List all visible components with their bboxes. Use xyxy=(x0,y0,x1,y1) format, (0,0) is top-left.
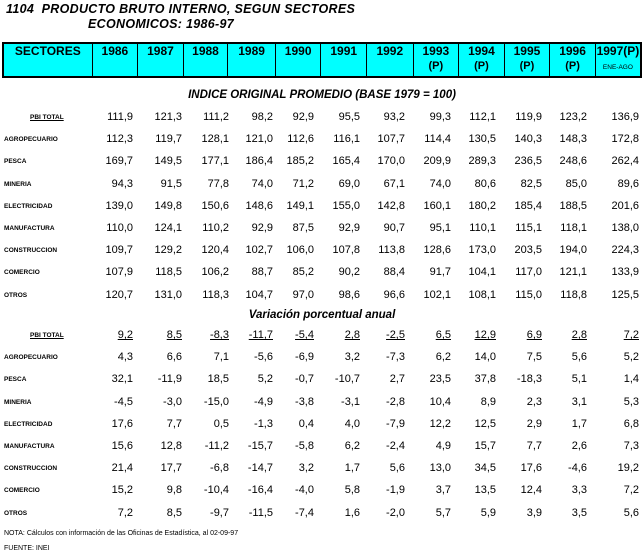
cell-value: 7,2 xyxy=(623,329,639,341)
cell-value: 186,4 xyxy=(245,155,273,168)
cell-value: 88,4 xyxy=(383,266,405,279)
cell-value: 12,5 xyxy=(474,417,496,430)
cell-value: -8,3 xyxy=(210,329,229,341)
cell-value: -9,7 xyxy=(210,506,229,519)
cell-value: 74,0 xyxy=(251,177,273,190)
row-label: MINERIA xyxy=(4,180,32,188)
cell-value: 37,8 xyxy=(474,373,496,386)
cell-value: 209,9 xyxy=(423,155,451,168)
cell-value: 128,1 xyxy=(201,133,229,146)
row-label: AGROPECUARIO xyxy=(4,136,58,144)
header-year-label: 1996 xyxy=(559,44,586,58)
cell-value: 128,6 xyxy=(423,244,451,257)
cell-value: 5,6 xyxy=(571,351,587,364)
cell-value: 131,0 xyxy=(154,288,182,301)
cell-value: 104,1 xyxy=(468,266,496,279)
cell-value: 99,3 xyxy=(429,111,451,123)
cell-value: 169,7 xyxy=(105,155,133,168)
cell-value: -15,0 xyxy=(203,395,229,408)
cell-value: 7,2 xyxy=(623,484,639,497)
header-year xyxy=(321,43,367,77)
header-year-label: 1988 xyxy=(192,44,219,58)
cell-value: -7,3 xyxy=(386,351,405,364)
row-label: PBI TOTAL xyxy=(30,332,64,339)
cell-value: 4,9 xyxy=(435,440,451,452)
table-row xyxy=(0,351,644,365)
table-row xyxy=(0,133,644,147)
cell-value: 95,1 xyxy=(429,222,451,234)
cell-value: 12,4 xyxy=(520,484,542,497)
cell-value: 0,4 xyxy=(298,417,314,430)
header-row xyxy=(2,42,642,78)
table-title-line1: 1104 PRODUCTO BRUTO INTERNO, SEGUN SECTORES xyxy=(6,2,356,16)
header-year-label: 1992 xyxy=(376,44,404,58)
cell-value: 6,6 xyxy=(166,351,182,364)
cell-value: 6,2 xyxy=(344,440,360,452)
cell-value: 121,3 xyxy=(154,111,182,123)
cell-value: 111,9 xyxy=(107,111,133,123)
cell-value: 104,7 xyxy=(245,288,273,301)
header-year-label: 1995 xyxy=(513,44,541,58)
cell-value: 138,0 xyxy=(611,222,639,234)
cell-value: 95,5 xyxy=(338,111,360,123)
table-row xyxy=(0,462,644,476)
header-year xyxy=(550,43,596,77)
cell-value: -6,8 xyxy=(210,462,229,475)
cell-value: 97,0 xyxy=(292,288,314,301)
row-label: MINERIA xyxy=(4,398,32,406)
cell-value: 7,7 xyxy=(526,440,542,452)
cell-value: 4,3 xyxy=(117,351,133,364)
cell-value: 5,8 xyxy=(344,484,360,497)
cell-value: 118,8 xyxy=(560,288,587,301)
cell-value: -2,0 xyxy=(386,506,405,519)
row-label: OTROS xyxy=(4,291,28,299)
cell-value: 6,9 xyxy=(526,329,542,341)
header-year xyxy=(138,43,184,77)
header-year-label: 1997(P) xyxy=(596,44,640,58)
cell-value: 180,2 xyxy=(468,199,496,212)
cell-value: 110,1 xyxy=(469,222,496,234)
cell-value: 2,8 xyxy=(571,329,587,341)
cell-value: 5,2 xyxy=(257,373,273,386)
cell-value: 119,7 xyxy=(155,133,182,146)
cell-value: 115,1 xyxy=(515,222,542,234)
cell-value: 5,3 xyxy=(623,395,639,408)
row-label: AGROPECUARIO xyxy=(4,354,58,362)
cell-value: 91,7 xyxy=(429,266,451,279)
cell-value: 112,1 xyxy=(469,111,496,123)
cell-value: 172,8 xyxy=(611,133,639,146)
cell-value: -3,0 xyxy=(163,395,182,408)
cell-value: 96,6 xyxy=(383,288,405,301)
cell-value: 106,0 xyxy=(286,244,314,257)
cell-value: 289,3 xyxy=(468,155,496,168)
cell-value: 92,9 xyxy=(292,111,314,123)
note-text: NOTA: Cálculos con información de las Oficinas de Estadística, al 02-09-97 xyxy=(4,530,239,537)
cell-value: 98,2 xyxy=(251,111,273,123)
cell-value: 102,1 xyxy=(423,288,451,301)
cell-value: 17,6 xyxy=(520,462,542,475)
header-year xyxy=(275,43,321,77)
cell-value: 3,1 xyxy=(571,395,587,408)
header-sectores: SECTORES xyxy=(3,43,92,77)
cell-value: 13,5 xyxy=(474,484,496,497)
row-label: OTROS xyxy=(4,509,28,517)
cell-value: 165,4 xyxy=(332,155,360,168)
cell-value: 224,3 xyxy=(611,244,639,257)
cell-value: 0,5 xyxy=(213,417,229,430)
cell-value: 106,2 xyxy=(201,266,229,279)
header-year-label: 1991 xyxy=(330,44,358,58)
cell-value: 113,8 xyxy=(378,244,405,257)
cell-value: -4,0 xyxy=(295,484,314,497)
cell-value: 34,5 xyxy=(474,462,496,475)
cell-value: -2,4 xyxy=(386,440,405,452)
cell-value: 185,2 xyxy=(286,155,314,168)
cell-value: 118,3 xyxy=(202,288,229,301)
cell-value: -14,7 xyxy=(247,462,273,475)
cell-value: 3,7 xyxy=(435,484,451,497)
section2-title: Variación porcentual anual xyxy=(248,309,396,321)
cell-value: 17,6 xyxy=(111,417,133,430)
cell-value: 1,4 xyxy=(623,373,639,386)
cell-value: -16,4 xyxy=(247,484,273,497)
cell-value: 14,0 xyxy=(474,351,496,364)
cell-value: -6,9 xyxy=(295,351,314,364)
cell-value: 262,4 xyxy=(611,155,639,168)
cell-value: 203,5 xyxy=(514,244,542,257)
row-label: MANUFACTURA xyxy=(4,225,55,232)
cell-value: -1,9 xyxy=(386,484,405,497)
table-row xyxy=(0,178,644,192)
cell-value: 94,3 xyxy=(111,177,133,190)
cell-value: -4,5 xyxy=(114,395,133,408)
table-row xyxy=(0,222,644,236)
cell-value: 15,6 xyxy=(111,440,133,452)
cell-value: 18,5 xyxy=(207,373,229,386)
header-year xyxy=(367,43,414,77)
cell-value: -2,8 xyxy=(386,395,405,408)
cell-value: 160,1 xyxy=(423,199,451,212)
cell-value: -3,1 xyxy=(341,395,360,408)
cell-value: 194,0 xyxy=(559,244,587,257)
header-year-label: 1986 xyxy=(101,44,129,58)
row-label: ELECTRICIDAD xyxy=(4,420,53,428)
cell-value: 3,2 xyxy=(344,351,360,364)
cell-value: 3,2 xyxy=(298,462,314,475)
cell-value: -1,3 xyxy=(254,417,273,430)
header-year-label: 1993 xyxy=(422,44,450,58)
cell-value: 88,7 xyxy=(251,266,273,279)
cell-value: 149,8 xyxy=(154,199,182,212)
cell-value: 136,9 xyxy=(611,111,639,123)
cell-value: 85,2 xyxy=(292,266,314,279)
cell-value: 32,1 xyxy=(111,373,133,386)
cell-value: 21,4 xyxy=(111,462,133,475)
source-text: FUENTE: INEI xyxy=(4,545,50,552)
cell-value: 118,5 xyxy=(155,266,182,279)
table-row xyxy=(0,440,644,454)
cell-value: 77,8 xyxy=(207,177,229,190)
cell-value: 108,1 xyxy=(468,288,496,301)
cell-value: 2,3 xyxy=(526,395,542,408)
cell-value: 111,2 xyxy=(203,111,229,123)
cell-value: 5,6 xyxy=(623,506,639,519)
header-year-label: 1989 xyxy=(238,44,265,58)
table-row xyxy=(0,329,644,343)
cell-value: 3,3 xyxy=(571,484,587,497)
cell-value: -15,7 xyxy=(247,440,273,452)
cell-value: 69,0 xyxy=(338,177,360,190)
cell-value: 92,9 xyxy=(338,222,360,234)
cell-value: 90,2 xyxy=(338,266,360,279)
cell-value: 93,2 xyxy=(383,111,405,123)
cell-value: 3,5 xyxy=(571,506,587,519)
cell-value: 121,0 xyxy=(245,133,273,146)
header-year-label: 1994 xyxy=(468,44,495,58)
row-label: COMERCIO xyxy=(4,269,40,277)
header-year-label: 1987 xyxy=(147,44,174,58)
header-year xyxy=(595,43,641,77)
cell-value: 121,1 xyxy=(559,266,587,279)
cell-value: 236,5 xyxy=(514,155,542,168)
row-label: COMERCIO xyxy=(4,487,40,495)
cell-value: 1,6 xyxy=(344,506,360,519)
header-year xyxy=(92,43,138,77)
cell-value: 155,0 xyxy=(332,199,360,212)
row-label: PESCA xyxy=(4,158,27,166)
cell-value: 114,4 xyxy=(424,133,451,146)
cell-value: 149,1 xyxy=(286,199,314,212)
header-year xyxy=(504,43,550,77)
cell-value: 23,5 xyxy=(429,373,451,386)
cell-value: 125,5 xyxy=(611,288,639,301)
cell-value: 4,0 xyxy=(344,417,360,430)
cell-value: 109,7 xyxy=(105,244,133,257)
cell-value: 8,9 xyxy=(480,395,496,408)
cell-value: 118,1 xyxy=(560,222,587,234)
cell-value: 5,7 xyxy=(435,506,451,519)
cell-value: 98,6 xyxy=(338,288,360,301)
cell-value: 112,3 xyxy=(106,133,133,146)
table-row xyxy=(0,289,644,303)
cell-value: 149,5 xyxy=(154,155,182,168)
cell-value: 1,7 xyxy=(571,417,587,430)
table-row xyxy=(0,418,644,432)
cell-value: -2,5 xyxy=(386,329,405,341)
cell-value: -11,5 xyxy=(248,506,273,519)
row-label: PBI TOTAL xyxy=(30,114,64,121)
cell-value: 92,9 xyxy=(251,222,273,234)
cell-value: -10,4 xyxy=(203,484,229,497)
cell-value: 89,6 xyxy=(617,177,639,190)
cell-value: 7,7 xyxy=(166,417,182,430)
cell-value: 15,2 xyxy=(111,484,133,497)
cell-value: -18,3 xyxy=(516,373,542,386)
cell-value: -11,7 xyxy=(248,329,273,341)
cell-value: 13,0 xyxy=(429,462,451,475)
table-title-line2: ECONOMICOS: 1986-97 xyxy=(88,17,235,31)
row-label: PESCA xyxy=(4,376,27,384)
header-year-sub: (P) xyxy=(474,60,489,72)
cell-value: 112,6 xyxy=(287,133,314,146)
cell-value: 248,6 xyxy=(559,155,587,168)
table-row xyxy=(0,200,644,214)
cell-value: 8,5 xyxy=(166,329,182,341)
row-label: CONSTRUCCION xyxy=(4,465,58,473)
cell-value: 7,2 xyxy=(117,506,133,519)
cell-value: -11,2 xyxy=(204,440,229,452)
cell-value: 129,2 xyxy=(154,244,182,257)
cell-value: 82,5 xyxy=(520,177,542,190)
cell-value: 107,9 xyxy=(105,266,133,279)
cell-value: 115,0 xyxy=(515,288,542,301)
cell-value: 120,7 xyxy=(105,288,133,301)
cell-value: 123,2 xyxy=(559,111,587,123)
header-year xyxy=(413,43,459,77)
header-year-sub: ENE-AGO xyxy=(602,64,633,71)
cell-value: 140,3 xyxy=(514,133,542,146)
cell-value: 2,6 xyxy=(571,440,587,452)
cell-value: 9,2 xyxy=(117,329,133,341)
header-year xyxy=(183,43,228,77)
cell-value: 107,8 xyxy=(332,244,360,257)
cell-value: 6,5 xyxy=(435,329,451,341)
header-year-sub: (P) xyxy=(428,60,444,72)
cell-value: -0,7 xyxy=(295,373,314,386)
cell-value: 67,1 xyxy=(383,177,405,190)
cell-value: 3,9 xyxy=(526,506,542,519)
cell-value: -5,8 xyxy=(295,440,314,452)
cell-value: 12,9 xyxy=(474,329,496,341)
cell-value: 120,4 xyxy=(201,244,229,257)
table-row xyxy=(0,484,644,498)
cell-value: 185,4 xyxy=(514,199,542,212)
row-label: ELECTRICIDAD xyxy=(4,202,53,210)
cell-value: 102,7 xyxy=(245,244,273,257)
header-year xyxy=(228,43,276,77)
cell-value: 80,6 xyxy=(474,177,496,190)
table-row xyxy=(0,396,644,410)
cell-value: 170,0 xyxy=(377,155,405,168)
cell-value: 150,6 xyxy=(201,199,229,212)
cell-value: 142,8 xyxy=(377,199,405,212)
row-label: MANUFACTURA xyxy=(4,443,55,450)
cell-value: 188,5 xyxy=(559,199,587,212)
header-year xyxy=(459,43,505,77)
cell-value: 177,1 xyxy=(201,155,229,168)
cell-value: 9,8 xyxy=(166,484,182,497)
cell-value: 148,3 xyxy=(559,133,587,146)
cell-value: 173,0 xyxy=(468,244,496,257)
cell-value: 15,7 xyxy=(474,440,496,452)
cell-value: -7,4 xyxy=(295,506,314,519)
cell-value: 12,8 xyxy=(160,440,182,452)
cell-value: 87,5 xyxy=(292,222,314,234)
cell-value: 110,2 xyxy=(202,222,229,234)
cell-value: 130,5 xyxy=(468,133,496,146)
cell-value: 91,5 xyxy=(160,177,182,190)
cell-value: -5,4 xyxy=(295,329,314,341)
cell-value: -4,6 xyxy=(568,462,587,475)
cell-value: 17,7 xyxy=(160,462,182,475)
cell-value: -7,9 xyxy=(386,417,405,430)
cell-value: 2,7 xyxy=(389,373,405,386)
cell-value: 6,2 xyxy=(435,351,451,364)
cell-value: 8,5 xyxy=(166,506,182,519)
cell-value: 74,0 xyxy=(429,177,451,190)
cell-value: 2,9 xyxy=(526,417,542,430)
table-row xyxy=(0,507,644,521)
table-row xyxy=(0,155,644,169)
cell-value: 201,6 xyxy=(611,199,639,212)
cell-value: 10,4 xyxy=(429,395,451,408)
cell-value: 107,7 xyxy=(377,133,405,146)
cell-value: 7,5 xyxy=(526,351,542,364)
cell-value: 148,6 xyxy=(245,199,273,212)
cell-value: 85,0 xyxy=(565,177,587,190)
table-row xyxy=(0,111,644,125)
cell-value: 6,8 xyxy=(623,417,639,430)
cell-value: 5,6 xyxy=(389,462,405,475)
table-row xyxy=(0,266,644,280)
cell-value: 124,1 xyxy=(154,222,182,234)
header-year-sub: (P) xyxy=(565,60,580,72)
cell-value: 110,0 xyxy=(106,222,133,234)
cell-value: 116,1 xyxy=(333,133,360,146)
cell-value: 7,3 xyxy=(623,440,639,452)
table-row xyxy=(0,373,644,387)
cell-value: -10,7 xyxy=(334,373,360,386)
cell-value: 133,9 xyxy=(611,266,639,279)
cell-value: 5,9 xyxy=(480,506,496,519)
cell-value: 5,2 xyxy=(623,351,639,364)
cell-value: 119,9 xyxy=(515,111,542,123)
cell-value: 90,7 xyxy=(383,222,405,234)
cell-value: 12,2 xyxy=(429,417,451,430)
header-year-label: 1990 xyxy=(284,44,312,58)
cell-value: 7,1 xyxy=(213,351,229,364)
cell-value: -4,9 xyxy=(254,395,273,408)
section1-title: INDICE ORIGINAL PROMEDIO (BASE 1979 = 100) xyxy=(188,89,456,101)
table-row xyxy=(0,244,644,258)
cell-value: 19,2 xyxy=(617,462,639,475)
cell-value: 5,1 xyxy=(571,373,587,386)
cell-value: 2,8 xyxy=(344,329,360,341)
row-label: CONSTRUCCION xyxy=(4,247,58,255)
cell-value: -5,6 xyxy=(254,351,273,364)
cell-value: -11,9 xyxy=(157,373,182,386)
cell-value: 71,2 xyxy=(292,177,314,190)
cell-value: 117,0 xyxy=(515,266,542,279)
header-year-sub: (P) xyxy=(519,60,535,72)
cell-value: -3,8 xyxy=(295,395,314,408)
cell-value: 1,7 xyxy=(344,462,360,475)
cell-value: 139,0 xyxy=(105,199,133,212)
